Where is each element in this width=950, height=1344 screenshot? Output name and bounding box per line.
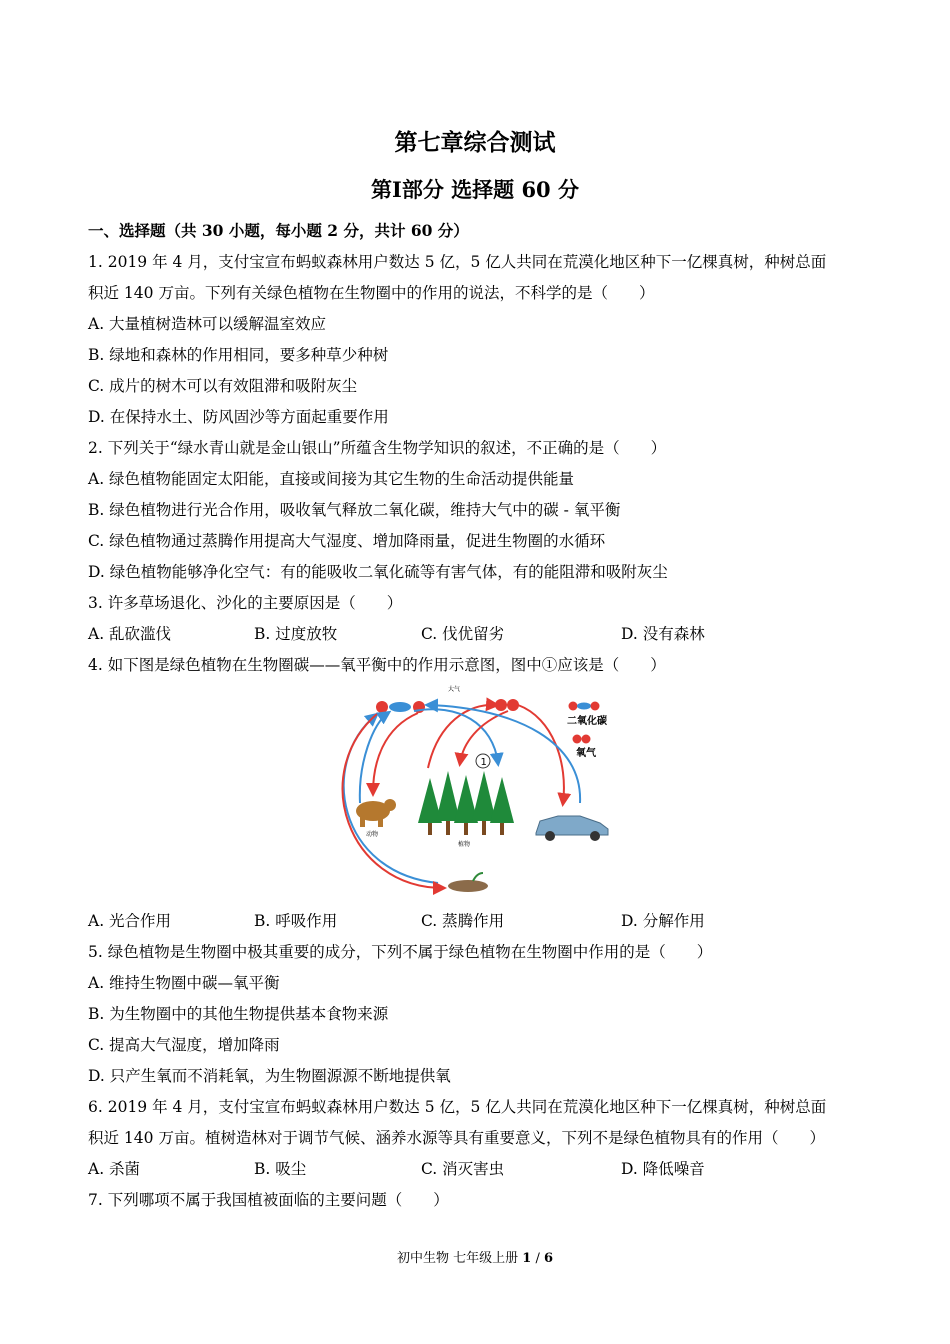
animal-label: 动物 bbox=[366, 831, 379, 838]
question-1-option-d: D. 在保持水土、防风固沙等方面起重要作用 bbox=[88, 408, 389, 426]
arrow-red-atmosphere-to-animal bbox=[373, 713, 418, 793]
question-1-option-c: C. 成片的树木可以有效阻滞和吸附灰尘 bbox=[88, 377, 358, 395]
page-separator: / bbox=[531, 1251, 544, 1266]
question-3-line-1: 3. 许多草场退化、沙化的主要原因是（ ） bbox=[88, 594, 403, 612]
legend-o2 bbox=[573, 735, 591, 744]
question-1-line-1: 1. 2019 年 4 月，支付宝宣布蚂蚁森林用户数达 5 亿，5 亿人共同在荒漠化地区种下一亿棵真树，种树总面 bbox=[88, 253, 827, 271]
carbon-oxygen-cycle-diagram bbox=[318, 683, 618, 898]
page-footer bbox=[0, 1247, 950, 1266]
question-2-option-c: C. 绿色植物通过蒸腾作用提高大气湿度、增加降雨量，促进生物圈的水循环 bbox=[88, 532, 606, 550]
atmosphere-label: 大气 bbox=[448, 686, 461, 693]
o2-molecule-top bbox=[495, 699, 519, 711]
legend-o2-label: 氧气 bbox=[576, 748, 596, 759]
question-6-option-b: B. 吸尘 bbox=[254, 1160, 307, 1178]
question-6-line-2: 积近 140 万亩。植树造林对于调节气候、涵养水源等具有重要意义，下列不是绿色植物具有的作用（ ） bbox=[88, 1129, 825, 1147]
legend-co2 bbox=[569, 702, 600, 711]
question-3-option-d: D. 没有森林 bbox=[621, 625, 705, 643]
question-1-option-b: B. 绿地和森林的作用相同，要多种草少种树 bbox=[88, 346, 389, 364]
section-heading: 一、选择题（共 30 小题，每小题 2 分，共计 60 分） bbox=[88, 221, 469, 240]
question-5-option-d: D. 只产生氧而不消耗氧，为生物圈源源不断地提供氧 bbox=[88, 1067, 451, 1085]
question-3-option-c: C. 伐优留劣 bbox=[421, 625, 505, 643]
question-4-option-b: B. 呼吸作用 bbox=[254, 912, 338, 930]
question-5-line-1: 5. 绿色植物是生物圈中极其重要的成分，下列不属于绿色植物在生物圈中作用的是（ ） bbox=[88, 943, 713, 961]
marker-1 bbox=[476, 754, 490, 768]
arrow-blue-soil-to-atmosphere bbox=[344, 715, 438, 883]
question-1-line-2: 积近 140 万亩。下列有关绿色植物在生物圈中的作用的说法，不科学的是（ ） bbox=[88, 284, 655, 302]
question-2-option-b: B. 绿色植物进行光合作用，吸收氧气释放二氧化碳，维持大气中的碳 - 氧平衡 bbox=[88, 501, 621, 519]
section-subtitle: 第Ⅰ部分 选择题 60 分 bbox=[371, 177, 579, 202]
question-3-option-a: A. 乱砍滥伐 bbox=[88, 625, 172, 643]
question-4-option-a: A. 光合作用 bbox=[88, 912, 172, 930]
trees-icon bbox=[418, 771, 514, 835]
question-4-option-d: D. 分解作用 bbox=[621, 912, 705, 930]
question-4-line-1: 4. 如下图是绿色植物在生物圈碳——氧平衡中的作用示意图，图中①应该是（ ） bbox=[88, 656, 666, 674]
page-total: 6 bbox=[543, 1251, 554, 1266]
question-6-option-d: D. 降低噪音 bbox=[621, 1160, 705, 1178]
question-3-option-b: B. 过度放牧 bbox=[254, 625, 338, 643]
legend-co2-label: 二氧化碳 bbox=[567, 716, 607, 727]
page-number: 1 bbox=[522, 1251, 532, 1266]
question-2-option-d: D. 绿色植物能够净化空气：有的能吸收二氧化硫等有害气体，有的能阻滞和吸附灰尘 bbox=[88, 563, 668, 581]
footer-text: 初中生物 七年级上册 bbox=[396, 1251, 519, 1266]
arrow-red-atmosphere-to-car bbox=[518, 705, 564, 803]
question-6-option-c: C. 消灭害虫 bbox=[421, 1160, 505, 1178]
question-2-line-1: 2. 下列关于“绿水青山就是金山银山”所蕴含生物学知识的叙述，不正确的是（ ） bbox=[88, 439, 667, 457]
question-6-option-a: A. 杀菌 bbox=[88, 1160, 141, 1178]
soil-sprout-icon bbox=[448, 873, 488, 892]
question-5-option-b: B. 为生物圈中的其他生物提供基本食物来源 bbox=[88, 1005, 389, 1023]
question-4-option-c: C. 蒸腾作用 bbox=[421, 912, 505, 930]
plant-label: 植物 bbox=[458, 841, 471, 848]
question-5-option-a: A. 维持生物圈中碳—氧平衡 bbox=[88, 974, 280, 992]
question-6-line-1: 6. 2019 年 4 月，支付宝宣布蚂蚁森林用户数达 5 亿，5 亿人共同在荒漠化地区种下一亿棵真树，种树总面 bbox=[88, 1098, 827, 1116]
question-5-option-c: C. 提高大气湿度，增加降雨 bbox=[88, 1036, 280, 1054]
question-1-option-a: A. 大量植树造林可以缓解温室效应 bbox=[88, 315, 327, 333]
page-title: 第七章综合测试 bbox=[394, 129, 556, 156]
bear-icon bbox=[356, 799, 396, 827]
svg-text:1: 1 bbox=[480, 757, 487, 768]
car-icon bbox=[536, 816, 608, 841]
question-2-option-a: A. 绿色植物能固定太阳能，直接或间接为其它生物的生命活动提供能量 bbox=[88, 470, 575, 488]
question-7-line-1: 7. 下列哪项不属于我国植被面临的主要问题（ ） bbox=[88, 1191, 449, 1209]
